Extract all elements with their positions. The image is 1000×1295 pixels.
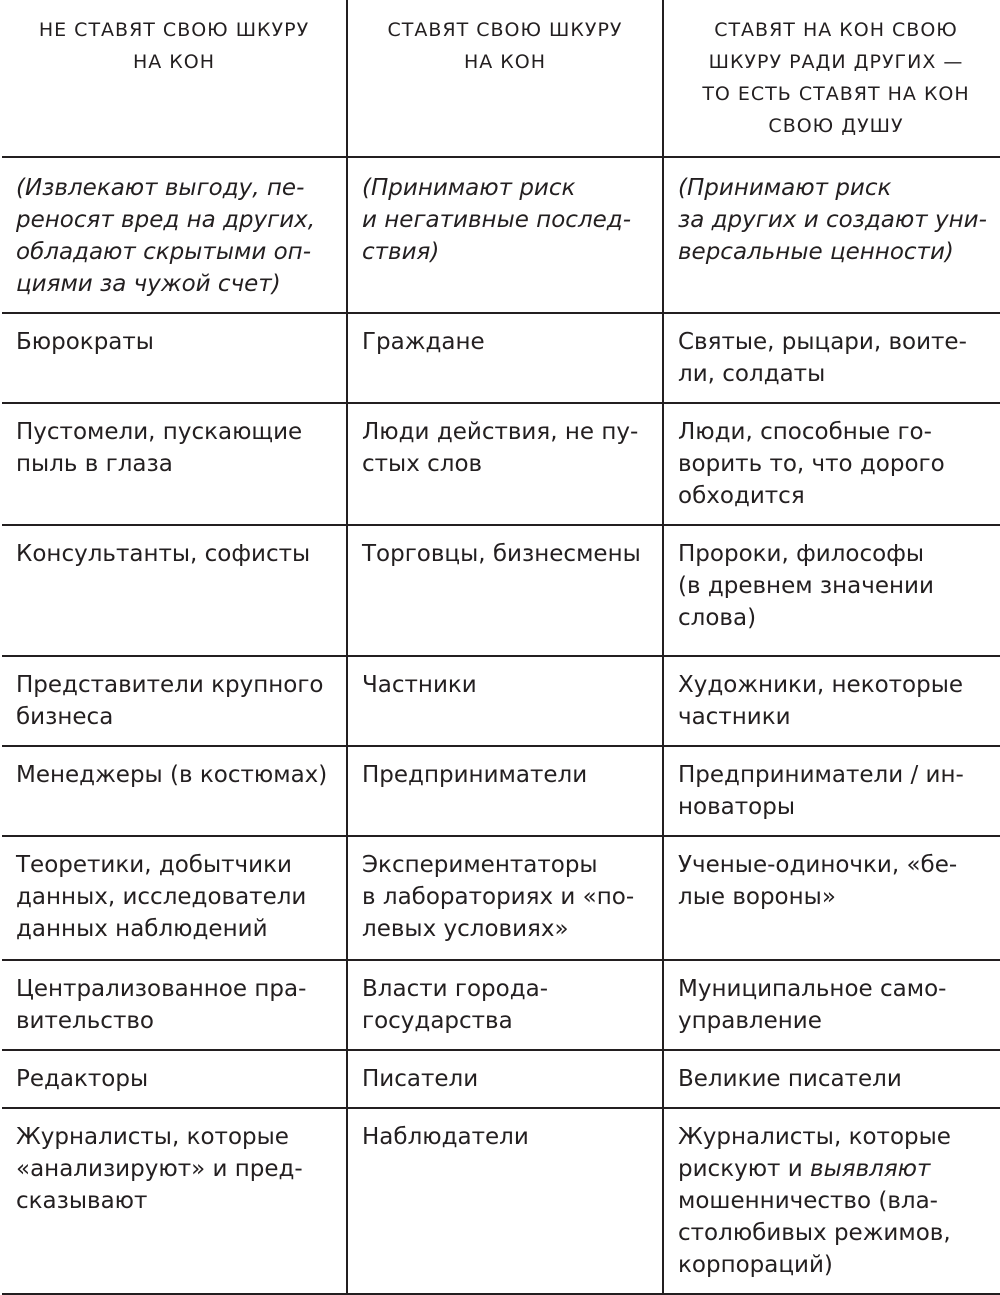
- table-cell: Предприниматели: [347, 746, 663, 836]
- table-cell: Власти города- государства: [347, 960, 663, 1050]
- table-cell: Экспериментаторы в лабораториях и «по- левых условиях»: [347, 836, 663, 960]
- table-cell: Централизованное пра- вительство: [2, 960, 347, 1050]
- table-cell: Пророки, философы (в древнем значении слова): [663, 525, 1000, 656]
- subheader-cell: (Принимают риск и негативные послед- ствия): [347, 157, 663, 313]
- table-cell: Пустомели, пускающие пыль в глаза: [2, 403, 347, 525]
- table-cell: Журналисты, которые рискуют и выявляют мошенничество (вла- столюбивых режимов, корпораций): [663, 1108, 1000, 1294]
- table-cell: Граждане: [347, 313, 663, 403]
- table-row: [2, 960, 1000, 1050]
- table-cell: Люди, способные го- ворить то, что дорого обходится: [663, 403, 1000, 525]
- table-cell: Теоретики, добытчики данных, исследователи данных наблюдений: [2, 836, 347, 960]
- table-cell: Муниципальное само- управление: [663, 960, 1000, 1050]
- table-row: [2, 525, 1000, 656]
- table-row: [2, 313, 1000, 403]
- table-cell: Ученые-одиночки, «бе- лые вороны»: [663, 836, 1000, 960]
- table-row: [2, 746, 1000, 836]
- table-cell: Частники: [347, 656, 663, 746]
- table-cell: Менеджеры (в костюмах): [2, 746, 347, 836]
- table-row: [2, 1108, 1000, 1294]
- header-cell: НЕ СТАВЯТ СВОЮ ШКУРУ НА КОН: [2, 0, 347, 157]
- table-cell: Великие писатели: [663, 1050, 1000, 1108]
- table-header-row: [2, 0, 1000, 157]
- table-cell: Святые, рыцари, воите- ли, солдаты: [663, 313, 1000, 403]
- table-cell: Писатели: [347, 1050, 663, 1108]
- table-cell: Торговцы, бизнесмены: [347, 525, 663, 656]
- header-cell: СТАВЯТ СВОЮ ШКУРУ НА КОН: [347, 0, 663, 157]
- table-row: [2, 403, 1000, 525]
- emphasis-text: выявляют: [810, 1156, 931, 1182]
- table-cell: Представители крупного бизнеса: [2, 656, 347, 746]
- table-cell: Художники, некоторые частники: [663, 656, 1000, 746]
- table-cell: Наблюдатели: [347, 1108, 663, 1294]
- table-row: [2, 836, 1000, 960]
- table-row: [2, 1050, 1000, 1108]
- table-cell: Консультанты, софисты: [2, 525, 347, 656]
- table-cell: Редакторы: [2, 1050, 347, 1108]
- subheader-cell: (Принимают риск за других и создают уни- версальные ценности): [663, 157, 1000, 313]
- table-cell: Журналисты, которые «анализируют» и пред- сказывают: [2, 1108, 347, 1294]
- table-cell: Люди действия, не пу- стых слов: [347, 403, 663, 525]
- header-cell: СТАВЯТ НА КОН СВОЮ ШКУРУ РАДИ ДРУГИХ — ТО ЕСТЬ СТАВЯТ НА КОН СВОЮ ДУШУ: [663, 0, 1000, 157]
- table-cell: Предприниматели / ин- новаторы: [663, 746, 1000, 836]
- subheader-cell: (Извлекают выгоду, пе- реносят вред на других, обладают скрытыми оп- циями за чужой счет): [2, 157, 347, 313]
- table-row: [2, 656, 1000, 746]
- table-cell: Бюрократы: [2, 313, 347, 403]
- table-subheader-row: [2, 157, 1000, 313]
- comparison-table: [2, 0, 1000, 1295]
